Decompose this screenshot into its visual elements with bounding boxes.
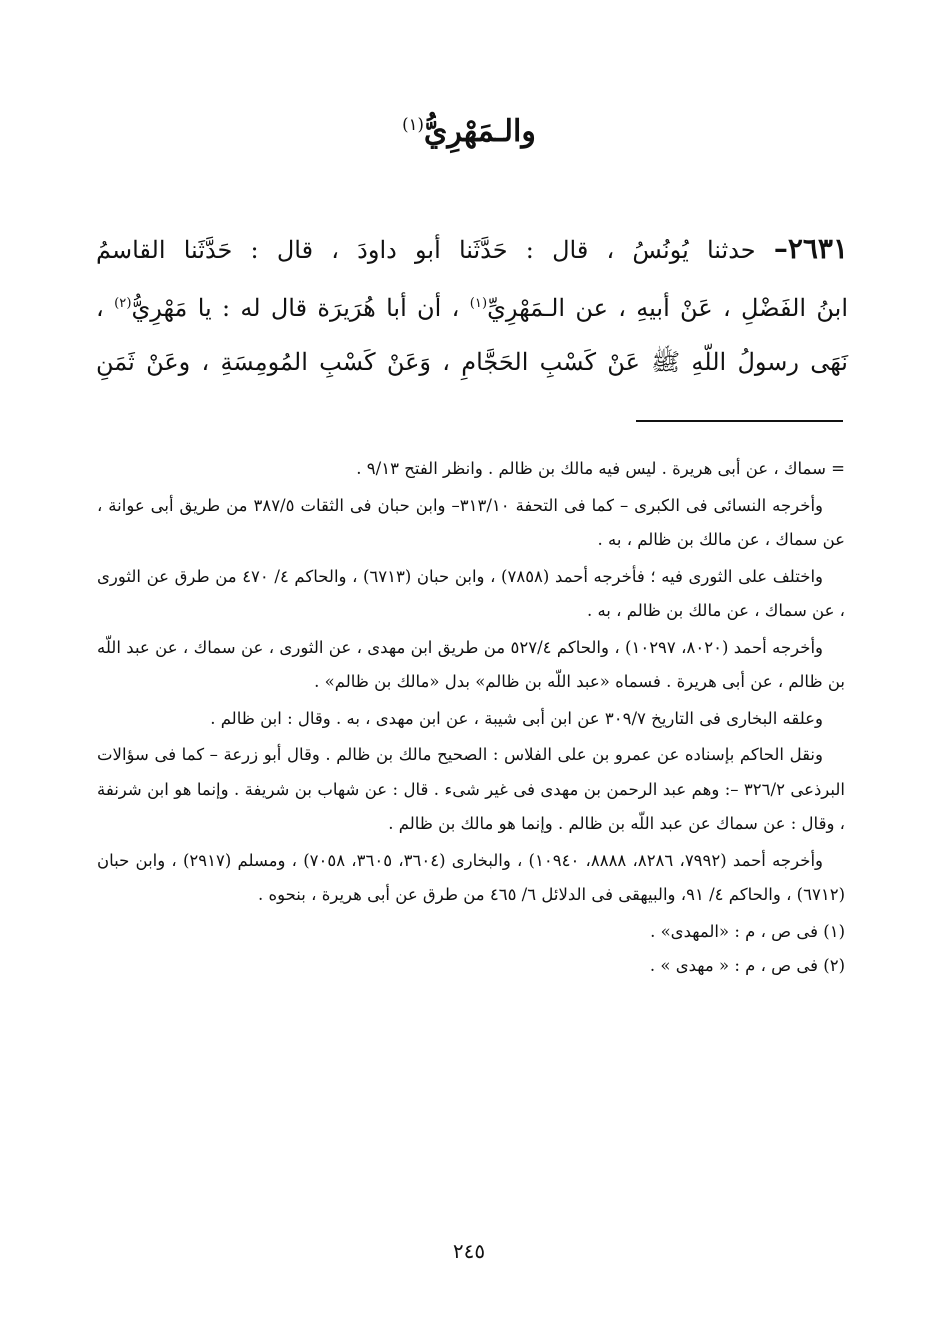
footnote-divider <box>636 420 843 422</box>
note-paragraph: وعلقه البخارى فى التاريخ ٣٠٩/٧ عن ابن أبى شيبة ، عن ابن مهدى ، به . وقال : ابن ظالم . <box>210 708 823 728</box>
hadith-number: ٢٦٣١– <box>773 232 848 265</box>
hadith-line-2-part-c: ، <box>96 294 104 322</box>
note-paragraph: وأخرجه النسائى فى الكبرى – كما فى التحفة ٣١٣/١٠– وابن حبان فى الثقات ٣٨٧/٥ من طريق أبى عوانة ، عن سماك ، عن مالك بن ظالم ، به . <box>97 495 845 549</box>
hadith-line-3: نَهَى رسولُ اللّهِ ﷺ عَنْ كَسْبِ الحَجَّامِ ، وَعَنْ كَسْبِ المُومِسَةِ ، وعَنْ ثَمَنِ <box>96 348 848 376</box>
hadith-footnote-ref-2: (٢) <box>114 296 132 311</box>
note-paragraph: وأخرجه أحمد (٨٠٢٠، ١٠٢٩٧) ، والحاكم ٥٢٧/٤ من طريق ابن مهدى ، عن الثورى ، عن سماك ، عن عبد اللّه بن ظالم ، عن أبى هريرة . فسماه «عبد اللّه بن ظالم» بدل «مالك بن ظالم» . <box>97 637 845 691</box>
heading-text: والـمَهْرِيُّ <box>423 114 536 149</box>
page-number: ٢٤٥ <box>452 1239 486 1263</box>
note-paragraph: وأخرجه أحمد (٧٩٩٢، ٨٢٨٦، ٨٨٨٨، ١٠٩٤٠) ، والبخارى (٣٦٠٤، ٣٦٠٥، ٧٠٥٨) ، ومسلم (٢٩١٧) ، وابن حبان (٦٧١٢) ، والحاكم ٤/ ٩١، والبيهقى فى الدلائل ٦/ ٤٦٥ من طرق عن أبى هريرة ، بنحوه . <box>97 850 845 904</box>
hadith-text <box>96 222 848 389</box>
hadith-line-2-part-b: ، أن أبا هُرَيرَة قال له : يا مَهْرِيُّ <box>131 294 460 322</box>
note-paragraph-continued: = سماك ، عن أبى هريرة . ليس فيه مالك بن ظالم . وانظر الفتح ٩/١٣ . <box>356 459 845 478</box>
heading-footnote-ref: (١) <box>402 115 424 134</box>
hadith-footnote-ref-1: (١) <box>469 296 488 311</box>
section-heading <box>0 100 938 157</box>
note-paragraph: ونقل الحاكم بإسناده عن عمرو بن على الفلاس : الصحيح مالك بن ظالم . وقال أبو زرعة – كما فى سؤالات البرذعى ٣٢٦/٢ –: وهم عبد الرحمن بن مهدى فى غير شىء . قال : عن شهاب بن شريفة . وإنما هو ابن شرنفة ، وقال : عن سماك عن عبد اللّه بن ظالم . وإنما هو مالك بن ظالم . <box>97 745 845 833</box>
hadith-line-1-text: حدثنا يُونُسُ ، قال : حَدَّثَنا أبو داودَ ، قال : حَدَّثَنا القاسمُ <box>96 236 756 264</box>
note-paragraph: واختلف على الثورى فيه ؛ فأخرجه أحمد (٧٨٥٨) ، وابن حبان (٦٧١٣) ، والحاكم ٤/ ٤٧٠ من طرق عن الثورى ، عن سماك ، عن مالك بن ظالم ، به . <box>97 566 845 620</box>
footnote-1: (١) فى ص ، م : «المهدى» . <box>650 921 845 941</box>
notes-section <box>97 452 845 984</box>
hadith-line-2-part-a: ابنُ الفَضْلِ ، عَنْ أبيهِ ، عن الـمَهْرِيِّ <box>487 294 849 322</box>
hadith-line-2 <box>96 277 848 335</box>
hadith-line-1 <box>96 222 848 277</box>
footnote-2: (٢) فى ص ، م : « مهدى » . <box>649 956 845 975</box>
